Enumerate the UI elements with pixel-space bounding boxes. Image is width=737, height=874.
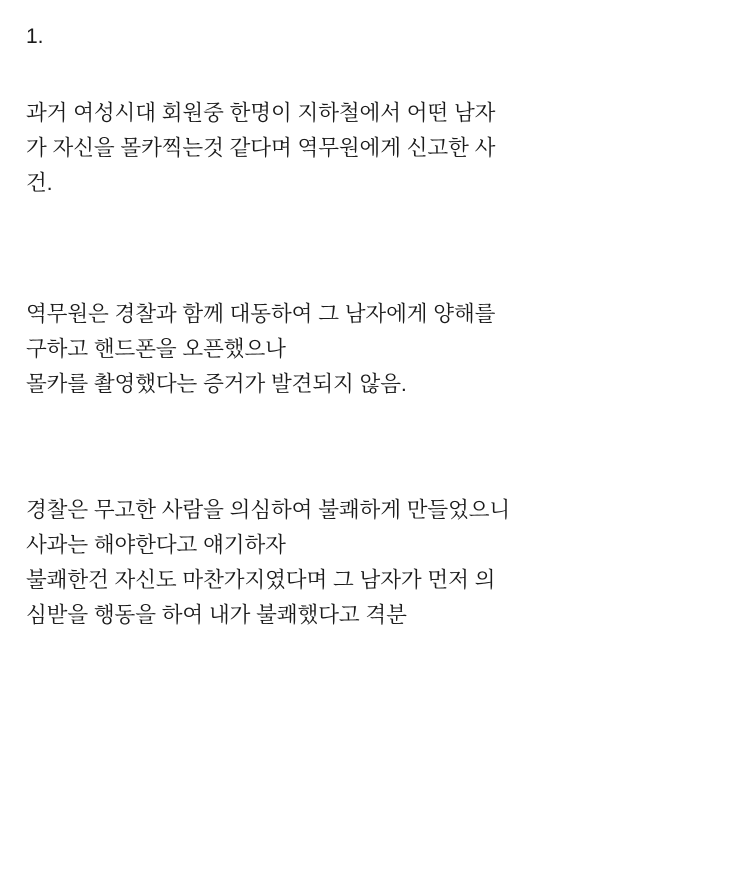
paragraph-line: 심받을 행동을 하여 내가 불쾌했다고 격분 [26,602,407,627]
paragraph-spacer [26,401,711,493]
paragraph-line: 구하고 핸드폰을 오픈했으나 [26,336,286,361]
paragraph-line: 가 자신을 몰카찍는것 같다며 역무원에게 신고한 사 [26,136,496,161]
paragraph-line: 경찰은 무고한 사람을 의심하여 불쾌하게 만들었으니 [26,498,511,523]
paragraph-block-2 [26,297,711,401]
paragraph-line: 몰카를 촬영했다는 증거가 발견되지 않음. [26,371,407,396]
paragraph-block-3 [26,493,711,632]
list-item-number: 1. [26,25,44,48]
paragraph-line: 불쾌한건 자신도 마찬가지였다며 그 남자가 먼저 의 [26,568,496,593]
paragraph-line: 과거 여성시대 회원중 한명이 지하철에서 어떤 남자 [26,101,496,126]
paragraph-line: 사과는 해야한다고 얘기하자 [26,533,286,558]
paragraph-block-1 [26,96,711,200]
paragraph-spacer [26,201,711,297]
paragraph-line: 건. [26,171,53,196]
paragraph-line: 역무원은 경찰과 함께 대동하여 그 남자에게 양해를 [26,301,496,326]
